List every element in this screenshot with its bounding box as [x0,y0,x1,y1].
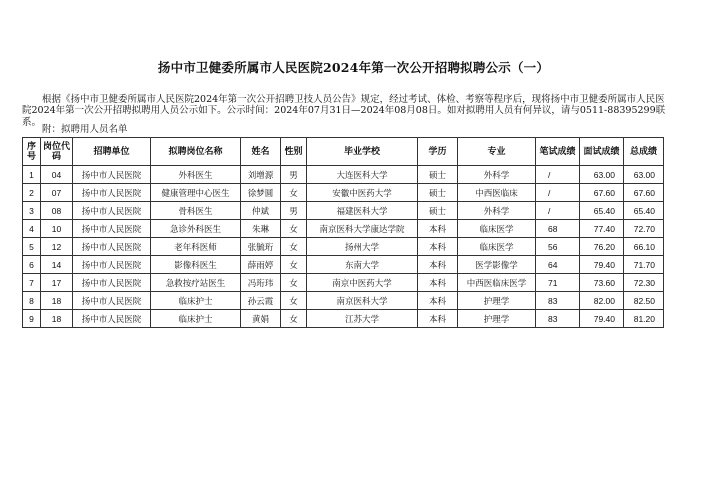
table-row [23,166,664,184]
cell-post: 临床护士 [151,310,241,328]
cell-total: 67.60 [624,184,664,202]
cell-name: 孙云霞 [241,292,281,310]
cell-school: 福建医科大学 [307,202,418,220]
cell-unit: 扬中市人民医院 [73,166,151,184]
cell-post: 外科医生 [151,166,241,184]
cell-school: 南京医科大学 [307,292,418,310]
cell-school: 南京中医药大学 [307,274,418,292]
cell-name: 徐梦圆 [241,184,281,202]
header-total: 总成绩 [624,138,664,166]
cell-written: / [536,202,580,220]
cell-name: 仲斌 [241,202,281,220]
table-row [23,220,664,238]
cell-post: 骨科医生 [151,202,241,220]
cell-written: 83 [536,292,580,310]
cell-interview: 76.20 [580,238,624,256]
cell-school: 东南大学 [307,256,418,274]
cell-school: 安徽中医药大学 [307,184,418,202]
cell-interview: 67.60 [580,184,624,202]
header-gender: 性别 [281,138,307,166]
cell-gender: 男 [281,166,307,184]
cell-gender: 女 [281,184,307,202]
table-row [23,292,664,310]
cell-unit: 扬中市人民医院 [73,256,151,274]
header-unit: 招聘单位 [73,138,151,166]
cell-name: 黄娟 [241,310,281,328]
cell-school: 南京医科大学康达学院 [307,220,418,238]
cell-major: 医学影像学 [458,256,536,274]
cell-major: 中西医临床医学 [458,274,536,292]
cell-total: 63.00 [624,166,664,184]
cell-name: 朱琳 [241,220,281,238]
cell-name: 薛雨婷 [241,256,281,274]
cell-seq: 5 [23,238,41,256]
cell-degree: 硕士 [418,202,458,220]
cell-interview: 77.40 [580,220,624,238]
candidate-table [22,137,664,328]
cell-code: 12 [41,238,73,256]
cell-seq: 8 [23,292,41,310]
cell-written: 64 [536,256,580,274]
cell-code: 07 [41,184,73,202]
cell-unit: 扬中市人民医院 [73,238,151,256]
cell-post: 健康管理中心医生 [151,184,241,202]
cell-interview: 73.60 [580,274,624,292]
document-title: 扬中市卫健委所属市人民医院2024年第一次公开招聘拟聘公示（一） [157,60,550,75]
cell-seq: 7 [23,274,41,292]
table-row [23,238,664,256]
cell-code: 18 [41,292,73,310]
header-written: 笔试成绩 [536,138,580,166]
cell-code: 14 [41,256,73,274]
cell-total: 65.40 [624,202,664,220]
cell-major: 护理学 [458,292,536,310]
cell-code: 17 [41,274,73,292]
cell-gender: 女 [281,292,307,310]
cell-interview: 65.40 [580,202,624,220]
table-row [23,256,664,274]
cell-post: 影像科医生 [151,256,241,274]
cell-name: 刘增源 [241,166,281,184]
cell-post: 急诊外科医生 [151,220,241,238]
table-row [23,184,664,202]
header-name: 姓名 [241,138,281,166]
cell-major: 外科学 [458,166,536,184]
cell-post: 急救按疗站医生 [151,274,241,292]
cell-school: 江苏大学 [307,310,418,328]
cell-interview: 82.00 [580,292,624,310]
cell-total: 81.20 [624,310,664,328]
header-major: 专业 [458,138,536,166]
cell-interview: 79.40 [580,310,624,328]
cell-major: 中西医临床 [458,184,536,202]
header-seq: 序号 [23,138,41,166]
cell-degree: 本科 [418,292,458,310]
cell-gender: 女 [281,256,307,274]
table-row [23,274,664,292]
cell-code: 08 [41,202,73,220]
cell-degree: 硕士 [418,166,458,184]
cell-post: 临床护士 [151,292,241,310]
table-row [23,202,664,220]
cell-unit: 扬中市人民医院 [73,202,151,220]
cell-seq: 6 [23,256,41,274]
cell-degree: 本科 [418,238,458,256]
table-header-row [23,138,664,166]
cell-degree: 本科 [418,220,458,238]
cell-degree: 本科 [418,256,458,274]
cell-written: 71 [536,274,580,292]
header-post: 拟聘岗位名称 [151,138,241,166]
cell-code: 10 [41,220,73,238]
cell-major: 临床医学 [458,220,536,238]
table-row [23,310,664,328]
cell-seq: 4 [23,220,41,238]
cell-seq: 2 [23,184,41,202]
cell-interview: 63.00 [580,166,624,184]
cell-gender: 女 [281,274,307,292]
cell-major: 护理学 [458,310,536,328]
cell-seq: 3 [23,202,41,220]
cell-gender: 男 [281,202,307,220]
cell-gender: 女 [281,310,307,328]
cell-written: 56 [536,238,580,256]
cell-total: 66.10 [624,238,664,256]
cell-seq: 9 [23,310,41,328]
cell-degree: 本科 [418,310,458,328]
cell-seq: 1 [23,166,41,184]
cell-written: / [536,184,580,202]
cell-code: 04 [41,166,73,184]
cell-degree: 本科 [418,274,458,292]
cell-written: 83 [536,310,580,328]
table-body [23,166,664,328]
cell-total: 82.50 [624,292,664,310]
cell-major: 外科学 [458,202,536,220]
cell-school: 扬州大学 [307,238,418,256]
cell-gender: 女 [281,220,307,238]
cell-degree: 硕士 [418,184,458,202]
cell-unit: 扬中市人民医院 [73,274,151,292]
cell-name: 张毓珩 [241,238,281,256]
cell-major: 临床医学 [458,238,536,256]
cell-total: 71.70 [624,256,664,274]
cell-post: 老年科医师 [151,238,241,256]
header-code: 岗位代码 [41,138,73,166]
cell-written: / [536,166,580,184]
cell-total: 72.70 [624,220,664,238]
cell-unit: 扬中市人民医院 [73,310,151,328]
cell-interview: 79.40 [580,256,624,274]
header-degree: 学历 [418,138,458,166]
cell-unit: 扬中市人民医院 [73,220,151,238]
cell-school: 大连医科大学 [307,166,418,184]
cell-unit: 扬中市人民医院 [73,292,151,310]
cell-total: 72.30 [624,274,664,292]
cell-code: 18 [41,310,73,328]
header-school: 毕业学校 [307,138,418,166]
cell-unit: 扬中市人民医院 [73,184,151,202]
cell-name: 冯珩玮 [241,274,281,292]
attachment-caption: 附：拟聘用人员名单 [42,124,128,135]
header-interview: 面试成绩 [580,138,624,166]
cell-gender: 女 [281,238,307,256]
cell-written: 68 [536,220,580,238]
intro-paragraph: 根据《扬中市卫健委所属市人民医院2024年第一次公开招聘卫技人员公告》规定，经过考试、体检、考察等程序后，现将扬中市卫健委所属市人民医院2024年第一次公开招聘拟聘用人员公示如下。公示时间：2024年07月31日—2024年08月08日。如对拟聘用人员有何异议，请与0511-88395299联系。 [22,93,666,128]
